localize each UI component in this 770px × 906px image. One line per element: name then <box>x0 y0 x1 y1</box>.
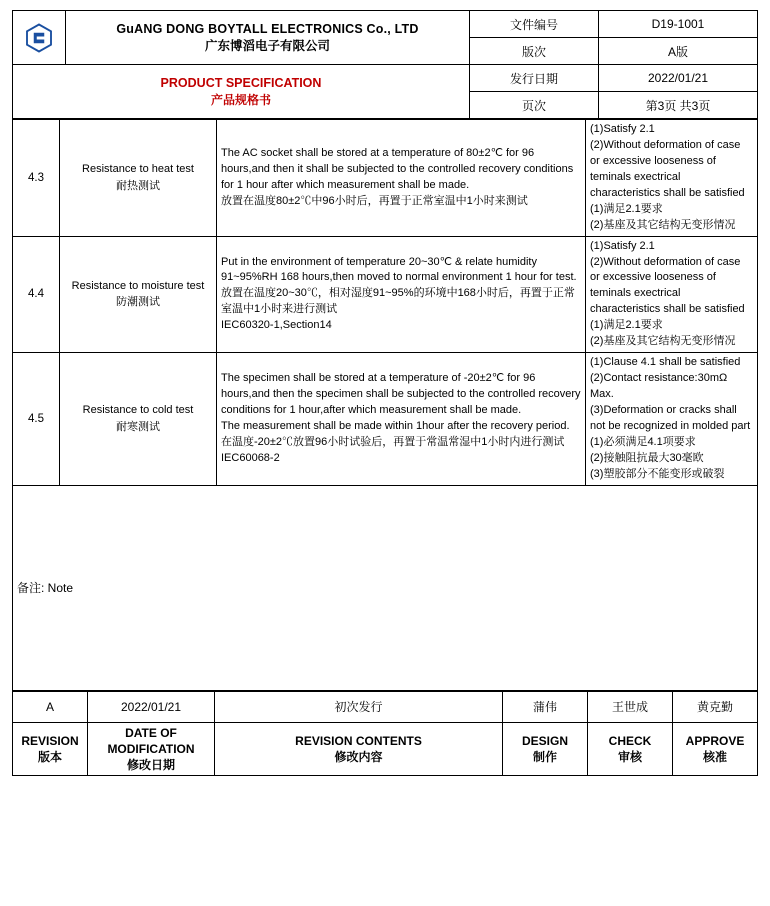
row-test-name <box>60 120 217 237</box>
description-line: 在温度-20±2℃放置96小时试验后，再置于常温常湿中1小时内进行测试 <box>221 435 565 448</box>
revision-label <box>13 722 88 776</box>
requirement-line: (3)Deformation or cracks shall not be recognized in molded part <box>590 403 751 432</box>
revision-label-en: REVISION <box>21 733 79 748</box>
row-number: 4.3 <box>13 120 60 237</box>
row-description <box>217 120 586 237</box>
hexagon-logo-icon <box>17 23 61 53</box>
date-label <box>88 722 215 776</box>
approve-label-cn: 核准 <box>702 749 727 764</box>
field-label-issue-date: 发行日期 <box>470 65 599 92</box>
test-name-en: Resistance to cold test <box>82 404 194 417</box>
company-name-cell <box>66 11 470 65</box>
field-label-page: 页次 <box>470 92 599 119</box>
test-name-cn: 耐热测试 <box>116 179 160 192</box>
date-label-cn: 修改日期 <box>126 758 175 772</box>
row-requirement <box>586 353 758 486</box>
approve-label-en: APPROVE <box>685 733 745 748</box>
design-label-cn: 制作 <box>532 749 557 764</box>
revision-contents-value: 初次发行 <box>215 691 503 722</box>
design-label-en: DESIGN <box>521 733 568 748</box>
test-name-en: Resistance to heat test <box>82 163 194 176</box>
table-row <box>13 236 758 353</box>
requirement-line: (3)塑胶部分不能变形或破裂 <box>590 467 725 480</box>
row-description <box>217 236 586 353</box>
check-label <box>588 722 673 776</box>
approve-signature-value: 黄克勤 <box>673 691 758 722</box>
test-name-cn: 防潮测试 <box>116 296 160 309</box>
requirement-line: (2)基座及其它结构无变形情况 <box>590 218 736 231</box>
revision-label-cn: 版本 <box>37 749 62 764</box>
description-line: IEC60068-2 <box>221 451 280 464</box>
field-label-version: 版次 <box>470 38 599 65</box>
company-logo-cell <box>13 11 66 65</box>
contents-label <box>215 722 503 776</box>
design-signature-value: 蒲伟 <box>503 691 588 722</box>
approve-label <box>673 722 758 776</box>
requirement-line: (2)Without deformation of case or excessive looseness of teminals exectrical characteristics shall be satisfied <box>590 138 745 199</box>
document-title-cn: 产品规格书 <box>210 92 271 107</box>
row-requirement <box>586 236 758 353</box>
row-number: 4.5 <box>13 353 60 486</box>
check-label-en: CHECK <box>608 733 652 748</box>
note-cell <box>13 485 758 690</box>
requirement-line: (1)Satisfy 2.1 <box>590 239 655 252</box>
description-line: The measurement shall be made within 1hour after the recovery period. <box>221 419 570 432</box>
table-row <box>13 120 758 237</box>
requirement-line: (2)接触阻抗最大30毫欧 <box>590 451 704 464</box>
row-test-name <box>60 236 217 353</box>
row-description <box>217 353 586 486</box>
revision-footer-table <box>12 691 758 777</box>
description-line: IEC60320-1,Section14 <box>221 319 332 332</box>
requirement-line: (1)Clause 4.1 shall be satisfied <box>590 356 741 369</box>
description-line: 放置在温度80±2℃中96小时后，再置于正常室温中1小时来测试 <box>221 194 528 207</box>
header-table <box>12 10 758 119</box>
requirement-line: (2)基座及其它结构无变形情况 <box>590 335 736 348</box>
check-label-cn: 审核 <box>617 749 642 764</box>
field-value-page: 第3页 共3页 <box>599 92 758 119</box>
field-value-doc-no: D19-1001 <box>599 11 758 38</box>
specification-table <box>12 119 758 691</box>
revision-labels-row <box>13 722 758 776</box>
contents-label-cn: 修改内容 <box>334 749 383 764</box>
check-signature-value: 王世成 <box>588 691 673 722</box>
requirement-line: (1)满足2.1要求 <box>590 202 663 215</box>
contents-label-en: REVISION CONTENTS <box>295 733 422 748</box>
field-value-issue-date: 2022/01/21 <box>599 65 758 92</box>
revision-value: A <box>13 691 88 722</box>
header-row-1 <box>13 11 758 38</box>
description-line: The AC socket shall be stored at a temperature of 80±2℃ for 96 hours,and then it shall be subjected to the controlled recovery conditions for 1 hour after which measurement shall be made. <box>221 146 574 191</box>
company-name-cn: 广东博滔电子有限公司 <box>204 38 330 53</box>
description-line: The specimen shall be stored at a temperature of -20±2℃ for 96 hours,and then the specimen shall be subjected to the controlled recovery conditions for 1 hour,after which measurement shall be made. <box>221 372 581 416</box>
design-label <box>503 722 588 776</box>
row-requirement <box>586 120 758 237</box>
document-title-cell <box>13 65 470 119</box>
test-name-cn: 耐寒测试 <box>116 420 160 433</box>
revision-values-row <box>13 691 758 722</box>
table-row <box>13 353 758 486</box>
requirement-line: (1)满足2.1要求 <box>590 319 663 332</box>
requirement-line: (2)Contact resistance:30mΩ Max. <box>590 372 728 400</box>
requirement-line: (1)必须满足4.1项要求 <box>590 435 696 448</box>
requirement-line: (2)Without deformation of case or excessive looseness of teminals exectrical characteristics shall be satisfied <box>590 255 745 316</box>
field-label-doc-no: 文件编号 <box>470 11 599 38</box>
field-value-version: A版 <box>599 38 758 65</box>
requirement-line: (1)Satisfy 2.1 <box>590 123 655 135</box>
row-test-name <box>60 353 217 486</box>
description-line: Put in the environment of temperature 20~30℃ & relate humidity 91~95%RH 168 hours,then moved to normal environment 1 hour for test. <box>221 255 577 284</box>
note-label: 备注: Note <box>17 581 74 596</box>
revision-date-value: 2022/01/21 <box>88 691 215 722</box>
note-row <box>13 485 758 690</box>
description-line: 放置在温度20~30℃，相对湿度91~95%的环境中168小时后，再置于正常室温中1小时来进行测试 <box>221 287 575 316</box>
company-name-en: GuANG DONG BOYTALL ELECTRONICS Co., LTD <box>116 21 419 36</box>
document-title-en: PRODUCT SPECIFICATION <box>160 75 322 90</box>
row-number: 4.4 <box>13 236 60 353</box>
test-name-en: Resistance to moisture test <box>71 279 205 292</box>
date-label-en: DATE OF MODIFICATION <box>107 725 195 756</box>
header-row-3 <box>13 65 758 92</box>
